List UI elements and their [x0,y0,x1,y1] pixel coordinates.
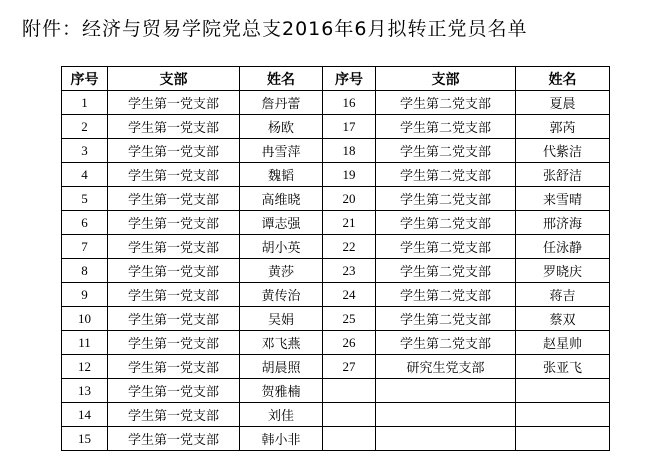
branch-cell: 学生第二党支部 [376,259,516,283]
name-cell: 冉雪萍 [240,139,323,163]
branch-cell [376,403,516,427]
name-cell: 夏晨 [516,91,610,115]
name-cell: 黄传治 [240,283,323,307]
seq-cell: 22 [323,235,376,259]
seq-cell: 5 [62,187,108,211]
name-cell: 蒋吉 [516,283,610,307]
branch-cell: 学生第一党支部 [108,187,240,211]
name-cell: 胡晨照 [240,355,323,379]
table-header-row [62,67,610,91]
name-cell: 罗晓庆 [516,259,610,283]
name-cell: 韩小非 [240,427,323,451]
branch-cell: 学生第二党支部 [376,331,516,355]
seq-cell: 23 [323,259,376,283]
seq-cell: 27 [323,355,376,379]
branch-cell: 学生第一党支部 [108,403,240,427]
seq-cell: 10 [62,307,108,331]
name-cell: 谭志强 [240,211,323,235]
branch-cell: 研究生党支部 [376,355,516,379]
branch-cell: 学生第一党支部 [108,283,240,307]
branch-cell: 学生第二党支部 [376,115,516,139]
header-branch-left: 支部 [108,67,240,91]
branch-cell: 学生第二党支部 [376,283,516,307]
seq-cell: 4 [62,163,108,187]
branch-cell [376,379,516,403]
name-cell [516,379,610,403]
name-cell: 郭芮 [516,115,610,139]
branch-cell: 学生第二党支部 [376,211,516,235]
branch-cell: 学生第二党支部 [376,139,516,163]
document-title: 附件：经济与贸易学院党总支2016年6月拟转正党员名单 [22,18,528,40]
name-cell: 贺雅楠 [240,379,323,403]
header-name-right: 姓名 [516,67,610,91]
table-row [62,283,610,307]
seq-cell: 15 [62,427,108,451]
table-row [62,91,610,115]
name-cell: 代紫洁 [516,139,610,163]
name-cell: 邓飞燕 [240,331,323,355]
branch-cell: 学生第一党支部 [108,91,240,115]
seq-cell: 14 [62,403,108,427]
seq-cell: 25 [323,307,376,331]
branch-cell: 学生第二党支部 [376,91,516,115]
branch-cell: 学生第一党支部 [108,259,240,283]
table-row [62,379,610,403]
name-cell: 胡小英 [240,235,323,259]
table-row [62,427,610,451]
name-cell: 张亚飞 [516,355,610,379]
header-branch-right: 支部 [376,67,516,91]
seq-cell [323,379,376,403]
branch-cell: 学生第二党支部 [376,307,516,331]
seq-cell: 11 [62,331,108,355]
seq-cell: 16 [323,91,376,115]
header-seq-right: 序号 [323,67,376,91]
table-row [62,115,610,139]
name-cell: 杨欧 [240,115,323,139]
header-name-left: 姓名 [240,67,323,91]
branch-cell: 学生第一党支部 [108,115,240,139]
name-cell: 邢济海 [516,211,610,235]
branch-cell: 学生第一党支部 [108,379,240,403]
name-cell [516,427,610,451]
seq-cell [323,403,376,427]
seq-cell: 6 [62,211,108,235]
seq-cell [323,427,376,451]
seq-cell: 9 [62,283,108,307]
name-cell: 刘佳 [240,403,323,427]
seq-cell: 19 [323,163,376,187]
table-row [62,187,610,211]
table-row [62,307,610,331]
seq-cell: 20 [323,187,376,211]
table-row [62,331,610,355]
branch-cell: 学生第一党支部 [108,307,240,331]
branch-cell: 学生第一党支部 [108,427,240,451]
seq-cell: 26 [323,331,376,355]
table-row [62,403,610,427]
seq-cell: 2 [62,115,108,139]
name-cell: 来雪晴 [516,187,610,211]
seq-cell: 17 [323,115,376,139]
seq-cell: 8 [62,259,108,283]
branch-cell: 学生第一党支部 [108,139,240,163]
seq-cell: 21 [323,211,376,235]
branch-cell: 学生第一党支部 [108,331,240,355]
name-cell: 任泳静 [516,235,610,259]
name-cell: 蔡双 [516,307,610,331]
name-cell: 詹丹蕾 [240,91,323,115]
table-row [62,259,610,283]
header-seq-left: 序号 [62,67,108,91]
member-roster-table [61,66,610,451]
seq-cell: 18 [323,139,376,163]
branch-cell: 学生第一党支部 [108,163,240,187]
branch-cell: 学生第二党支部 [376,235,516,259]
table-row [62,139,610,163]
name-cell [516,403,610,427]
name-cell: 赵星帅 [516,331,610,355]
table-row [62,163,610,187]
seq-cell: 3 [62,139,108,163]
seq-cell: 12 [62,355,108,379]
table-row [62,235,610,259]
name-cell: 张舒洁 [516,163,610,187]
branch-cell: 学生第二党支部 [376,187,516,211]
name-cell: 高维晓 [240,187,323,211]
table-row [62,355,610,379]
seq-cell: 7 [62,235,108,259]
name-cell: 魏韬 [240,163,323,187]
branch-cell: 学生第一党支部 [108,355,240,379]
name-cell: 黄莎 [240,259,323,283]
name-cell: 吴娟 [240,307,323,331]
branch-cell [376,427,516,451]
branch-cell: 学生第一党支部 [108,211,240,235]
seq-cell: 1 [62,91,108,115]
branch-cell: 学生第二党支部 [376,163,516,187]
branch-cell: 学生第一党支部 [108,235,240,259]
seq-cell: 24 [323,283,376,307]
seq-cell: 13 [62,379,108,403]
table-row [62,211,610,235]
